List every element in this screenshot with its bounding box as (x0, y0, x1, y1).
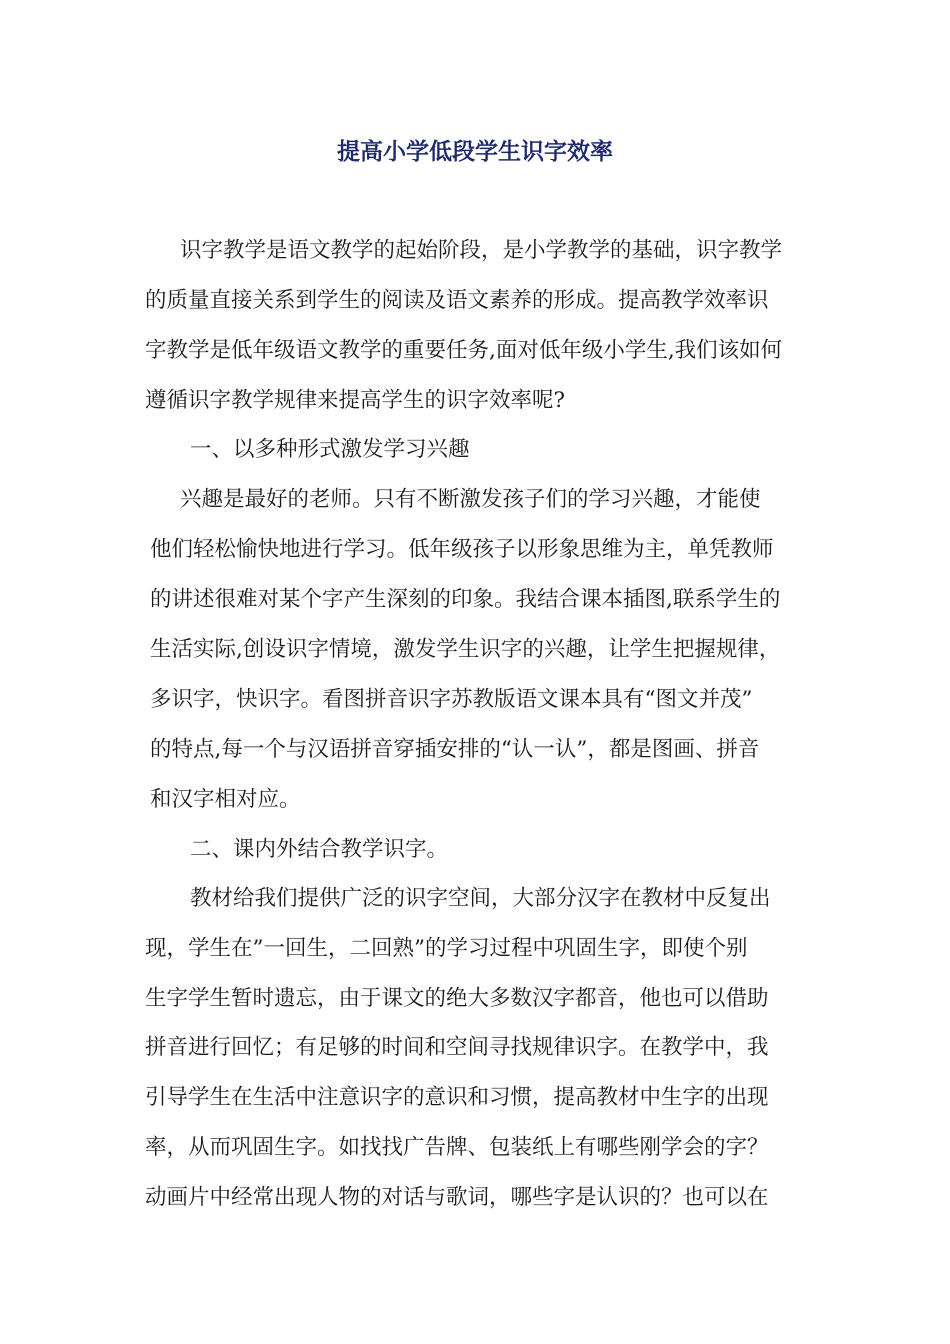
paragraph-line: 生活实际,创设识字情境，激发学生识字的兴趣，让学生把握规律， (150, 637, 781, 662)
paragraph-line: 教材给我们提供广泛的识字空间，大部分汉字在教材中反复出 (190, 886, 771, 911)
paragraph-line: 兴趣是最好的老师。只有不断激发孩子们的学习兴趣，才能使 (180, 487, 761, 512)
section-heading: 一、以多种形式激发学习兴趣 (190, 437, 470, 462)
paragraph-line: 拼音进行回忆；有足够的时间和空间寻找规律识字。在教学中，我 (145, 1035, 769, 1060)
paragraph-line: 字教学是低年级语文教学的重要任务,面对低年级小学生,我们该如何 (145, 338, 783, 363)
paragraph-line: 遵循识字教学规律来提高学生的识字效率呢? (145, 388, 566, 413)
document-title: 提高小学低段学生识字效率 (337, 139, 613, 165)
paragraph-line: 引导学生在生活中注意识字的意识和习惯，提高教材中生字的出现 (145, 1085, 769, 1110)
paragraph-line: 多识字，快识字。看图拼音识字苏教版语文课本具有“图文并茂” (150, 687, 753, 712)
paragraph-line: 的讲述很难对某个字产生深刻的印象。我结合课本插图,联系学生的 (150, 587, 781, 612)
paragraph-line: 的特点,每一个与汉语拼音穿插安排的“认一认”，都是图画、拼音 (150, 737, 760, 762)
section-heading: 二、课内外结合教学识字。 (190, 837, 449, 862)
paragraph-line: 识字教学是语文教学的起始阶段，是小学教学的基础，识字教学 (180, 238, 783, 263)
paragraph-line: 生字学生暂时遗忘，由于课文的绝大多数汉字都音，他也可以借助 (145, 986, 769, 1011)
paragraph-line: 现，学生在”一回生，二回熟”的学习过程中巩固生字，即使个别 (145, 936, 748, 961)
paragraph-line: 率，从而巩固生字。如找找广告牌、包装纸上有哪些刚学会的字？ (145, 1135, 769, 1160)
paragraph-line: 他们轻松愉快地进行学习。低年级孩子以形象思维为主，单凭教师 (150, 537, 774, 562)
paragraph-line: 的质量直接关系到学生的阅读及语文素养的形成。提高教学效率识 (145, 288, 769, 313)
paragraph-line: 动画片中经常出现人物的对话与歌词，哪些字是认识的？也可以在 (145, 1185, 769, 1210)
paragraph-line: 和汉字相对应。 (150, 787, 301, 812)
